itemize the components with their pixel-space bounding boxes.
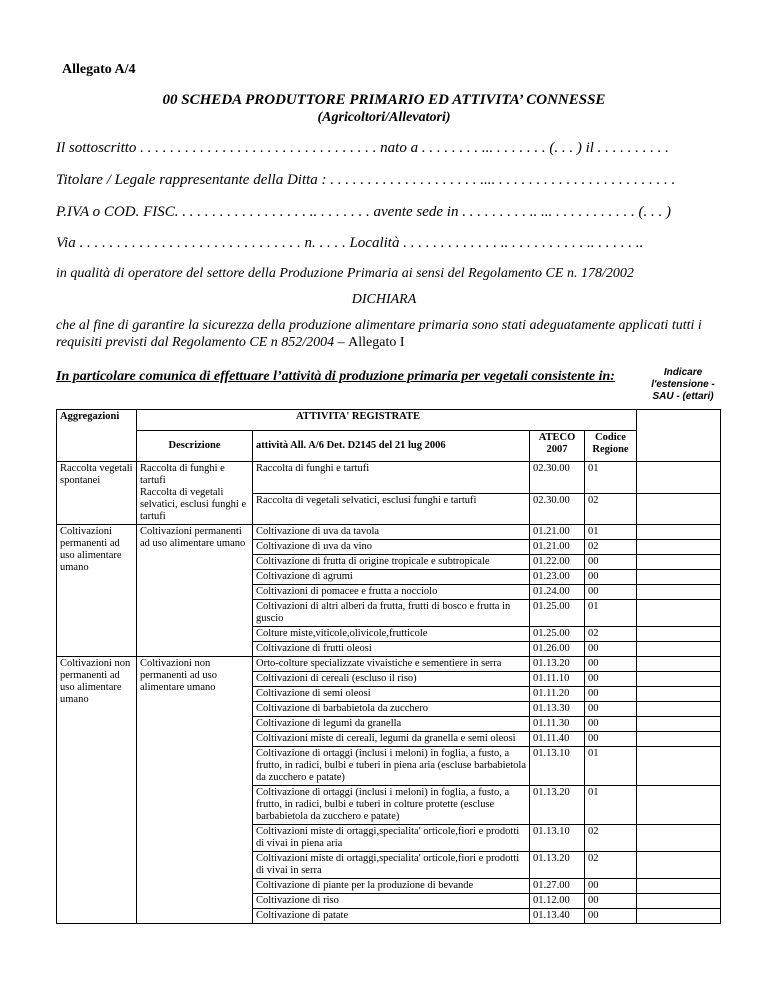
codice-cell: 00 — [585, 702, 637, 717]
table-header-row — [57, 410, 721, 431]
codice-cell: 02 — [585, 493, 637, 525]
estensione-column — [637, 410, 721, 462]
estensione-input-cell[interactable] — [637, 825, 721, 852]
descrizione-cell: Coltivazioni permanenti ad uso alimentare umano — [137, 525, 253, 657]
descrizione-cell: Coltivazioni non permanenti ad uso alimentare umano — [137, 657, 253, 924]
attivita-cell: Colture miste,viticole,olivicole,frutticole — [253, 627, 530, 642]
ateco-cell: 01.13.20 — [530, 786, 585, 825]
attivita-cell: Coltivazione di agrumi — [253, 570, 530, 585]
ateco-cell: 01.21.00 — [530, 525, 585, 540]
allegato-label: Allegato A/4 — [62, 62, 136, 77]
estensione-input-cell[interactable] — [637, 642, 721, 657]
attivita-cell: Coltivazione di barbabietola da zucchero — [253, 702, 530, 717]
attivita-cell: Coltivazione di frutta di origine tropicale e subtropicale — [253, 555, 530, 570]
codice-cell: 00 — [585, 555, 637, 570]
dichiara-heading: DICHIARA — [351, 292, 417, 307]
ateco-cell: 02.30.00 — [530, 493, 585, 525]
ateco-cell: 01.21.00 — [530, 540, 585, 555]
attivita-cell: Coltivazione di patate — [253, 909, 530, 924]
estensione-input-cell[interactable] — [637, 600, 721, 627]
attivita-table — [56, 409, 721, 924]
attivita-cell: Coltivazione di ortaggi (inclusi i meloni) in foglia, a fusto, a frutto, in radici, bulbi e tuberi in colture protette (escluse barbabietola da zucchero e patate) — [253, 786, 530, 825]
attivita-cell: Coltivazione di ortaggi (inclusi i meloni) in foglia, a fusto, a frutto, in radici, bulbi e tuberi in piena aria (escluse barbabietola da zucchero e patate) — [253, 747, 530, 786]
attivita-cell: Orto-colture specializzate vivaistiche e sementiere in serra — [253, 657, 530, 672]
comunica-statement: In particolare comunica di effettuare l’attività di produzione primaria per vegetali consistente in: — [56, 369, 615, 384]
codice-cell: 00 — [585, 687, 637, 702]
ateco-cell: 01.13.10 — [530, 747, 585, 786]
codice-cell: 00 — [585, 585, 637, 600]
estensione-input-cell[interactable] — [637, 657, 721, 672]
estensione-header: Indicare l'estensione - SAU - (ettari) — [651, 367, 715, 402]
ateco-cell: 01.11.30 — [530, 717, 585, 732]
ateco-header: ATECO 2007 — [530, 431, 585, 462]
estensione-input-cell[interactable] — [637, 852, 721, 879]
fine-allegato: Allegato I — [348, 335, 405, 350]
ateco-cell: 01.13.20 — [530, 657, 585, 672]
ateco-cell: 01.13.10 — [530, 825, 585, 852]
codice-cell: 00 — [585, 894, 637, 909]
codice-cell: 00 — [585, 732, 637, 747]
estensione-input-cell[interactable] — [637, 525, 721, 540]
form-line-titolare[interactable]: Titolare / Legale rappresentante della Ditta : . . . . . . . . . . . . . . . . . . . . .... . . . . . . . . . . . . . . . . . . . . . . . . — [56, 172, 676, 188]
table-subheader-row — [57, 431, 721, 462]
attivita-cell: Coltivazione di uva da tavola — [253, 525, 530, 540]
ateco-cell: 01.11.20 — [530, 687, 585, 702]
codice-cell: 00 — [585, 879, 637, 894]
ateco-cell: 01.24.00 — [530, 585, 585, 600]
qualita-statement: in qualità di operatore del settore della Produzione Primaria ai sensi del Regolamento CE n. 178/2002 — [56, 266, 634, 281]
ateco-cell: 01.25.00 — [530, 600, 585, 627]
ateco-cell: 01.22.00 — [530, 555, 585, 570]
estensione-input-cell[interactable] — [637, 894, 721, 909]
descrizione-header: Descrizione — [137, 431, 253, 462]
form-line-via[interactable]: Via . . . . . . . . . . . . . . . . . . . . . . . . . . . . . . n. . . . . Località . . . . . . . . . . . . . .. . . . . . . . . . . .. . . . . . .. — [56, 235, 644, 251]
form-line-piva[interactable]: P.IVA o COD. FISC. . . . . . . . . . . . . . . . . . .. . . . . . . . avente sede in . . . . . . . . . .. ... . . . . . . . . . . . (. . . ) — [56, 204, 671, 220]
ateco-cell: 01.25.00 — [530, 627, 585, 642]
estensione-input-cell[interactable] — [637, 909, 721, 924]
ateco-cell: 01.13.30 — [530, 702, 585, 717]
codice-cell: 02 — [585, 540, 637, 555]
attivita-cell: Coltivazioni di pomacee e frutta a nocciolo — [253, 585, 530, 600]
codice-cell: 01 — [585, 786, 637, 825]
estensione-input-cell[interactable] — [637, 717, 721, 732]
ateco-cell: 01.11.10 — [530, 672, 585, 687]
codice-regione-header: Codice Regione — [585, 431, 637, 462]
ateco-cell: 01.23.00 — [530, 570, 585, 585]
attivita-registrate-header: ATTIVITA' REGISTRATE — [137, 410, 637, 431]
estensione-input-cell[interactable] — [637, 747, 721, 786]
document-subtitle: (Agricoltori/Allevatori) — [317, 110, 451, 125]
attivita-cell: Coltivazione di legumi da granella — [253, 717, 530, 732]
codice-cell: 01 — [585, 747, 637, 786]
attivita-cell: Coltivazioni di cereali (escluso il riso) — [253, 672, 530, 687]
aggregazioni-header-cont — [57, 431, 137, 462]
attivita-cell: Coltivazioni miste di cereali, legumi da granella e semi oleosi — [253, 732, 530, 747]
estensione-input-cell[interactable] — [637, 702, 721, 717]
ateco-cell: 01.12.00 — [530, 894, 585, 909]
fine-text: che al fine di garantire la sicurezza della produzione alimentare primaria sono stati adeguatamente applicati tutti i requisiti previsti dal Regolamento CE n 852/2004 – — [56, 318, 702, 350]
ateco-cell: 02.30.00 — [530, 462, 585, 494]
attivita-cell: Coltivazioni miste di ortaggi,specialita' orticole,fiori e prodotti di vivai in serra — [253, 852, 530, 879]
estensione-input-cell[interactable] — [637, 540, 721, 555]
attivita-cell: Coltivazione di riso — [253, 894, 530, 909]
estensione-input-cell[interactable] — [637, 672, 721, 687]
attivita-cell: Raccolta di funghi e tartufi — [253, 462, 530, 494]
codice-cell: 00 — [585, 642, 637, 657]
codice-cell: 01 — [585, 525, 637, 540]
table-row — [57, 462, 721, 494]
codice-cell: 00 — [585, 909, 637, 924]
fine-statement — [56, 317, 726, 351]
estensione-input-cell[interactable] — [637, 687, 721, 702]
codice-cell: 02 — [585, 852, 637, 879]
estensione-input-cell[interactable] — [637, 462, 721, 494]
ateco-cell: 01.11.40 — [530, 732, 585, 747]
ateco-cell: 01.26.00 — [530, 642, 585, 657]
aggregazione-cell: Coltivazioni permanenti ad uso alimentare umano — [57, 525, 137, 657]
aggregazione-cell: Raccolta vegetali spontanei — [57, 462, 137, 525]
estensione-input-cell[interactable] — [637, 555, 721, 570]
estensione-input-cell[interactable] — [637, 786, 721, 825]
attivita-cell: Coltivazioni di altri alberi da frutta, frutti di bosco e frutta in guscio — [253, 600, 530, 627]
codice-cell: 00 — [585, 717, 637, 732]
codice-cell: 01 — [585, 600, 637, 627]
estensione-input-cell[interactable] — [637, 879, 721, 894]
attivita-cell: Coltivazione di piante per la produzione di bevande — [253, 879, 530, 894]
table-row — [57, 525, 721, 540]
attivita-column-header: attività All. A/6 Det. D2145 del 21 lug 2006 — [253, 431, 530, 462]
codice-cell: 00 — [585, 672, 637, 687]
aggregazione-cell: Coltivazioni non permanenti ad uso alimentare umano — [57, 657, 137, 924]
document-title: 00 SCHEDA PRODUTTORE PRIMARIO ED ATTIVITA’ CONNESSE — [162, 92, 606, 108]
table-row — [57, 657, 721, 672]
estensione-input-cell[interactable] — [637, 627, 721, 642]
estensione-input-cell[interactable] — [637, 570, 721, 585]
form-line-sottoscritto[interactable]: Il sottoscritto . . . . . . . . . . . . . . . . . . . . . . . . . . . . . . . . nato a . . . . . . . . ... . . . . . . . (. . . ) il . . . . . . . . . . — [56, 140, 669, 156]
estensione-input-cell[interactable] — [637, 732, 721, 747]
codice-cell: 00 — [585, 570, 637, 585]
estensione-input-cell[interactable] — [637, 493, 721, 525]
attivita-cell: Coltivazione di semi oleosi — [253, 687, 530, 702]
ateco-cell: 01.13.20 — [530, 852, 585, 879]
codice-cell: 02 — [585, 627, 637, 642]
codice-cell: 01 — [585, 462, 637, 494]
codice-cell: 02 — [585, 825, 637, 852]
ateco-cell: 01.13.40 — [530, 909, 585, 924]
attivita-cell: Coltivazione di frutti oleosi — [253, 642, 530, 657]
attivita-cell: Raccolta di vegetali selvatici, esclusi funghi e tartufi — [253, 493, 530, 525]
aggregazioni-header: Aggregazioni — [57, 410, 137, 431]
attivita-cell: Coltivazione di uva da vino — [253, 540, 530, 555]
codice-cell: 00 — [585, 657, 637, 672]
estensione-input-cell[interactable] — [637, 585, 721, 600]
ateco-cell: 01.27.00 — [530, 879, 585, 894]
descrizione-cell: Raccolta di funghi e tartufi Raccolta di vegetali selvatici, esclusi funghi e tartufi — [137, 462, 253, 525]
attivita-cell: Coltivazioni miste di ortaggi,specialita' orticole,fiori e prodotti di vivai in piena aria — [253, 825, 530, 852]
